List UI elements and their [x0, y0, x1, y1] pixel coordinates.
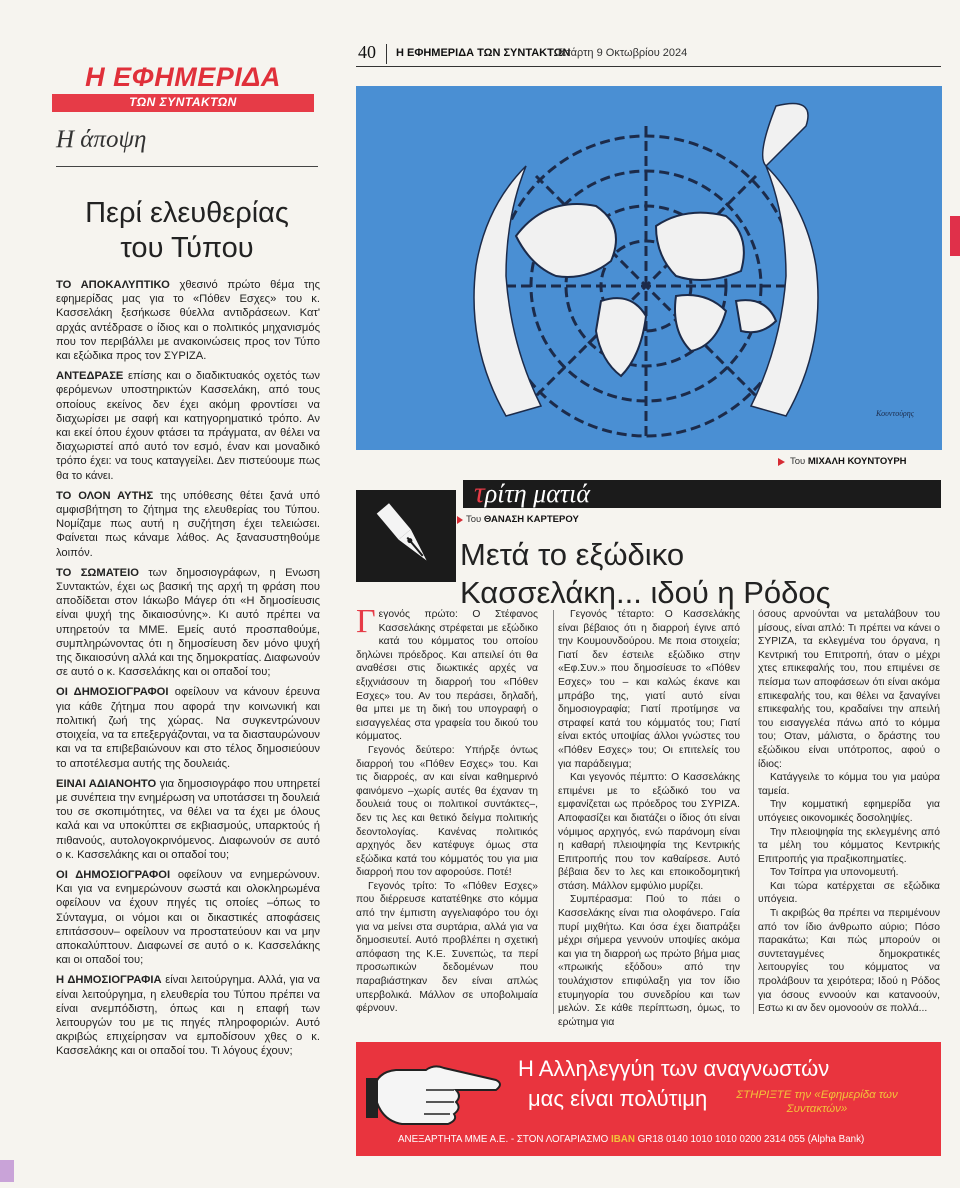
column-author — [466, 514, 579, 525]
column-name — [474, 476, 590, 510]
article-column-2 — [558, 608, 740, 1029]
section-rule — [56, 166, 318, 167]
editorial-title-line2: του Τύπου — [120, 232, 254, 264]
paragraph-lead: ΑΝΤΕΔΡΑΣΕ — [56, 370, 124, 383]
author-name: ΘΑΝΑΣΗ ΚΑΡΤΕΡΟΥ — [483, 514, 579, 525]
article-column-3 — [758, 608, 940, 1016]
paragraph-text: οφείλουν να κάνουν έρευνα για κάθε ζήτημα που αφορά την κοινωνική και πολιτική ζωή της χώρας. Να συγκεντρώνουν στοιχεία, να τα επεξεργάζονται, να τα διασταυρώνουν και να τα επιβεβαιώνουν και στο τέλος δημοσιεύουν το αποτέλεσμα αυτής της δουλειάς. — [56, 686, 320, 770]
paragraph-lead: ΤΟ ΑΠΟΚΑΛΥΠΤΙΚΟ — [56, 279, 170, 291]
column-divider — [553, 610, 554, 1014]
logo-main-text: Η ΕΦΗΜΕΡΙΔΑ — [85, 62, 281, 92]
header-rule — [356, 66, 941, 67]
paragraph-text: χθεσινό πρώτο θέμα της εφημερίδας μας για το «Πόθεν Εσχες» του κ. Κασσελάκη ξεσήκωσε θύελλα αντιδράσεων. Κατ' αρχάς αντέδρασε ο ίδιος και ο πολιτικός μηχανισμός που τον περιβάλλει με ανακοινώσεις προς τον Τύπο και εξώδικα προς τον ΣΥΡΙΖΑ. — [56, 279, 320, 363]
paragraph-text: οφείλουν να ενημερώνουν. Και για να ενημερώνουν σωστά και ολοκληρωμένα οφείλουν να έχουν πηγές τις οποίες –όπως το Σύνταγμα, οι νόμοι και οι δικαστικές αποφάσεις επιτάσσουν– οφείλουν να προστατεύουν και να μην αποκαλύπτουν. Διαφωνεί σε αυτό ο κ. Κασσελάκης και οι οπαδοί του; — [56, 868, 321, 967]
section-label: Η άποψη — [56, 126, 147, 153]
article-paragraph: Την πλειοψηφία της εκλεγμένης από τα μέλη του κόμματος Κεντρικής Επιτροπής για πραξικοπηματίες. — [758, 826, 940, 865]
article-paragraph: Τον Τσίπρα για υπονομευτή. — [770, 867, 899, 879]
editorial-paragraph — [56, 278, 320, 363]
column-name-rest: ρίτη ματιά — [484, 479, 591, 508]
article-paragraph: Γεγονός δεύτερο: Υπήρξε όντως διαρροή του «Πόθεν Εσχες» του. Και τις διαρροές, αν και είναι καθημερινό φαινόμενο –χωρίς αυτές θα έχαναν τη δουλειά τους οι πολιτικοί συντάκτες–, δεν τις λες και θετικό δείγμα πολιτικής δεοντολογίας. Κανένας πολιτικός αρχηγός δεν κατέφυγε όμως στα εξώδικα κατά του κόμματός του για μια διαρροή που τον αφορούσε. Ποτέ! — [356, 744, 538, 879]
article-column-1 — [356, 603, 538, 1016]
drop-cap: Γ — [356, 603, 376, 640]
paragraph-lead: Η ΔΗΜΟΣΙΟΓΡΑΦΙΑ — [56, 974, 162, 987]
column-title-line1: Μετά το εξώδικο — [460, 537, 685, 572]
article-paragraph: Και γεγονός πέμπτο: Ο Κασσελάκης επιμένει με το εξώδικό του να εμφανίζεται ως πρόεδρος του ΣΥΡΙΖΑ. Αποφασίζει και διατάζει ο ίδιος ότι είναι νόμιμος αρχηγός, ενώ παράνομη είναι η καθαρή πλειοψηφία της Κεντρικής Επιτροπής που τον καθαίρεσε. Αυτό βέβαια δεν το λες και εποικοδομητική στάση. Μάλλον εμφύλιο μυρίζει. — [558, 772, 740, 892]
editorial-paragraph — [56, 489, 320, 560]
paragraph-lead: ΕΙΝΑΙ ΑΔΙΑΝΟΗΤΟ — [56, 777, 157, 790]
article-paragraph: όσους αρνούνται να μεταλάβουν του μίσους, είναι απλό: Τι πρέπει να κάνει ο ΣΥΡΙΖΑ, τα εκλεγμένα του όργανα, η Κεντρική του Επιτροπή, όταν ο μέχρι χτες επικεφαλής του, που επιμένει σε πείσμα των αποφάσεων ότι είναι ακόμα επικεφαλής του, και θέλει να ξαναγίνει επικεφαλής του, κραδαίνει την απειλή του εισαγγελέα πάνω από το κόμμα του; Οταν, μάλιστα, ο δράστης του εξώδικου είναι υπότροπος, αφού ο ίδιος: — [758, 609, 940, 770]
article-paragraph — [356, 603, 538, 744]
ad-bank-name: (Alpha Bank) — [807, 1134, 865, 1145]
edge-mark — [950, 216, 960, 256]
column-divider — [753, 610, 754, 1014]
editorial-body — [56, 278, 320, 1065]
editorial-paragraph — [56, 685, 320, 770]
ad-headline-line2: μας είναι πολύτιμη — [528, 1086, 708, 1111]
ad-headline-line1: Η Αλληλεγγύη των αναγνωστών — [518, 1056, 830, 1081]
column-logo-box — [356, 490, 456, 582]
cartoon-image — [356, 86, 942, 450]
paragraph-text: επίσης και ο διαδικτυακός οχετός των φερόμενων υποστηρικτών Κασσελάκη, από τους οποίους εκείνος δεν έχει ακόμη φροντίσει να διαχωρίσει με σαφή και κατηγορηματικό τρόπο. Αν και εκεί όπου έχουν φτάσει τα πράγματα, αν θέλει να διαχωριστεί από αυτό τον εσμό, έναν και μοναδικό τρόπο έχει: να τους καταγγείλει. Δεν πιστεύουμε πως θα το κάνει. — [56, 370, 320, 482]
header-date: Τετάρτη 9 Οκτωβρίου 2024 — [556, 47, 688, 59]
paragraph-lead: ΤΟ ΣΩΜΑΤΕΙΟ — [56, 566, 139, 579]
editorial-paragraph — [56, 777, 320, 862]
editorial-paragraph — [56, 973, 320, 1058]
editorial-paragraph — [56, 868, 320, 967]
paragraph-text: εγονός πρώτο: Ο Στέφανος Κασσελάκης στρέφεται με εξώδικο κατά του κόμματος του οποίου δηλώνει πρόεδρος. Και απειλεί ότι θα αναθέσει στις διωκτικές αρχές να εξιχνιάσουν τη διαρροή του «Πόθεν Εσχες» του. Αν του περάσει, δηλαδή, θα μπει με τη δική του υπογραφή ο εισαγγελέας στα γραφεία του δικού του κόμματος. — [356, 609, 538, 743]
editorial-title — [56, 196, 318, 266]
column-name-initial: τ — [474, 476, 485, 509]
header-separator — [386, 44, 387, 64]
author-prefix: Του — [466, 514, 482, 525]
article-paragraph: Και τώρα κατέρχεται σε εξώδικα υπόγεια. — [758, 880, 940, 906]
paragraph-lead: ΤΟ ΟΛΟΝ ΑΥΤΗΣ — [56, 489, 154, 502]
paragraph-text: είναι λειτούργημα. Αλλά, για να είναι λειτούργημα, η ελευθερία του Τύπου πρέπει να είναι ανεμπόδιστη, όπως και η επαφή των λειτουργών του με τις πηγές πληροφοριών. Αυτό ακριβώς επιχείρησαν να εμποδίσουν χθες ο κ. Κασσελάκης και οι οπαδοί του. Τι λόγους έχουν; — [56, 974, 320, 1058]
credit-marker-icon — [778, 458, 785, 466]
header-paper-name: Η ΕΦΗΜΕΡΙΔΑ ΤΩΝ ΣΥΝΤΑΚΤΩΝ — [396, 47, 571, 59]
pointing-hand-icon — [366, 1050, 506, 1130]
newspaper-logo — [52, 62, 314, 114]
article-paragraph: Τι ακριβώς θα πρέπει να περιμένουν από τον ίδιο άνθρωπο αύριο; Πόσο παρακάτω; Και πώς μπορούν οι συντεταγμένες δημοκρατικές λειτουργίες του κόμματος να προλάβουν τα χειρότερα; Ιδού η Ρόδος για όσους εννοούν και κατανοούν, Εστω κι αν δεν ομονοούν σε πολλά... — [758, 908, 940, 1015]
ad-bank-text: ΑΝΕΞΑΡΤΗΤΑ ΜΜΕ Α.Ε. - ΣΤΟΝ ΛΟΓΑΡΙΑΣΜΟ — [398, 1134, 609, 1145]
ad-iban-number: GR18 0140 1010 1010 0200 2314 055 — [637, 1134, 805, 1145]
page-number: 40 — [358, 42, 376, 62]
logo-sub-text: ΤΩΝ ΣΥΝΤΑΚΤΩΝ — [129, 95, 237, 109]
paragraph-lead: ΟΙ ΔΗΜΟΣΙΟΓΡΑΦΟΙ — [56, 686, 169, 699]
author-marker-icon — [457, 516, 463, 524]
editorial-title-line1: Περί ελευθερίας — [85, 197, 289, 229]
ad-subline: ΣΤΗΡΙΞΤΕ την «Εφημερίδα των Συντακτών» — [736, 1089, 898, 1115]
paragraph-lead: ΟΙ ΔΗΜΟΣΙΟΓΡΑΦΟΙ — [56, 868, 171, 881]
edge-mark — [0, 1160, 14, 1182]
article-paragraph: Γεγονός τέταρτο: Ο Κασσελάκης είναι βέβαιος ότι η διαρροή έγινε από την Κουμουνδούρου. Με ποια στοιχεία; Γιατί δεν έστειλε εξώδικο στην «Εφ.Συν.» που δημοσίευσε το «Πόθεν Εσχες» του – και καλώς έκανε και μπράβο της, γιατί αυτό είναι δημοσιογραφία; Γιατί προτίμησε να στραφεί κατά του κόμματός του; Γιατί είναι εκτός υποψίας άλλοι γνώστες του «Πόθεν Εσχες» του; Οι επιτελείς του για παράδειγμα; — [558, 609, 740, 770]
credit-prefix: Του — [790, 456, 806, 467]
article-paragraph: Συμπέρασμα: Πού το πάει ο Κασσελάκης είναι πια ολοφάνερο. Γαία πυρί μιχθήτω. Και όσα έχει διαπράξει μέχρι σήμερα γεννούν υποψίες ακόμα και για τη διαρροή ως πρώτο βήμα μιας «πρωικής εξόδου» από την τουλάχιστον επιφύλαξη για τον ίδιο ετυμηγορία του συνεδρίου και των μελών. Σε κάθε περίπτωση, όμως, το ερώτημα για — [558, 894, 740, 1028]
article-paragraph: Κατάγγειλε το κόμμα του για μαύρα ταμεία. — [758, 772, 940, 797]
column-title-line2: Κασσελάκη... ιδού η Ρόδος — [460, 575, 831, 610]
editorial-paragraph — [56, 369, 320, 483]
paragraph-text: της υπόθεσης θέτει ξανά υπό αμφισβήτηση το ζήτημα της ελευθερίας του Τύπου. Νομίζαμε πως αυτή η συζήτηση έχει τελειώσει. Φαίνεται πως κάναμε λάθος. Ας ξανασυστηθούμε λοιπόν. — [56, 489, 320, 559]
column-title — [460, 536, 930, 612]
editorial-paragraph — [56, 566, 320, 680]
paragraph-text: για δημοσιογράφο που υπηρετεί με συνέπεια την ενημέρωση να υποτάσσει τη δουλειά του σε σκοπιμότητες, να θέλει να τα έχει με όλους καλά και να υποκύπτει σε εκβιασμούς, υπαρκτούς ή πιθανούς, αυτολογοκρινόμενος. Διαφωνούν σε αυτό ο κ. Κασσελάκης και οι οπαδοί του; — [56, 777, 320, 861]
un-emblem-cartoon — [356, 86, 942, 450]
credit-name: ΜΙΧΑΛΗ ΚΟΥΝΤΟΥΡΗ — [807, 456, 907, 467]
article-paragraph: Την κομματική εφημερίδα για υπόγειες οικονομικές δοσοληψίες. — [758, 799, 940, 824]
solidarity-ad — [356, 1042, 941, 1156]
cartoon-signature: Κουντούρης — [876, 409, 914, 418]
ad-iban-label: IBAN — [610, 1134, 635, 1145]
article-paragraph: Γεγονός τρίτο: Το «Πόθεν Εσχες» που διέρρευσε κατατέθηκε στο κόμμα από την έμπιστη αγγελιαφόρο του όχι για να μείνει στα συρτάρια, αλλά για να δημοσιευτεί. Αυτό προβλέπει η σχετική απόφαση της Κ.Ε. Συνεπώς, τα περί προσωπικών δεδομένων που παραβιάστηκαν δεν είναι απλώς υπερβολικά. Μάλλον σε υποβολιμαία φέρνουν. — [356, 880, 538, 1015]
cartoon-credit — [790, 456, 907, 467]
ad-bank-details — [398, 1134, 864, 1145]
paragraph-text: των δημοσιογράφων, η Ενωση Συντακτών, έχει ως βασική της αρχή τη φράση που αποδίδεται στον Ιάκωβο Μάγερ ότι «Η δημοσίευσις είναι ψυχή της δικαιοσύνης». Κι αυτό πρέπει να υπηρετούν τα ΜΜΕ. Εμείς αυτό προσπαθούμε, συμπληρώνοντας ότι η δημοσίευση δεν μόνο ψυχή της δικαιοσύνη αλλά και της δημοκρατίας. Διαφωνούν σε αυτό ο κ. Κασσελάκης και οι οπαδοί του; — [56, 566, 321, 679]
fountain-pen-icon — [356, 490, 456, 582]
